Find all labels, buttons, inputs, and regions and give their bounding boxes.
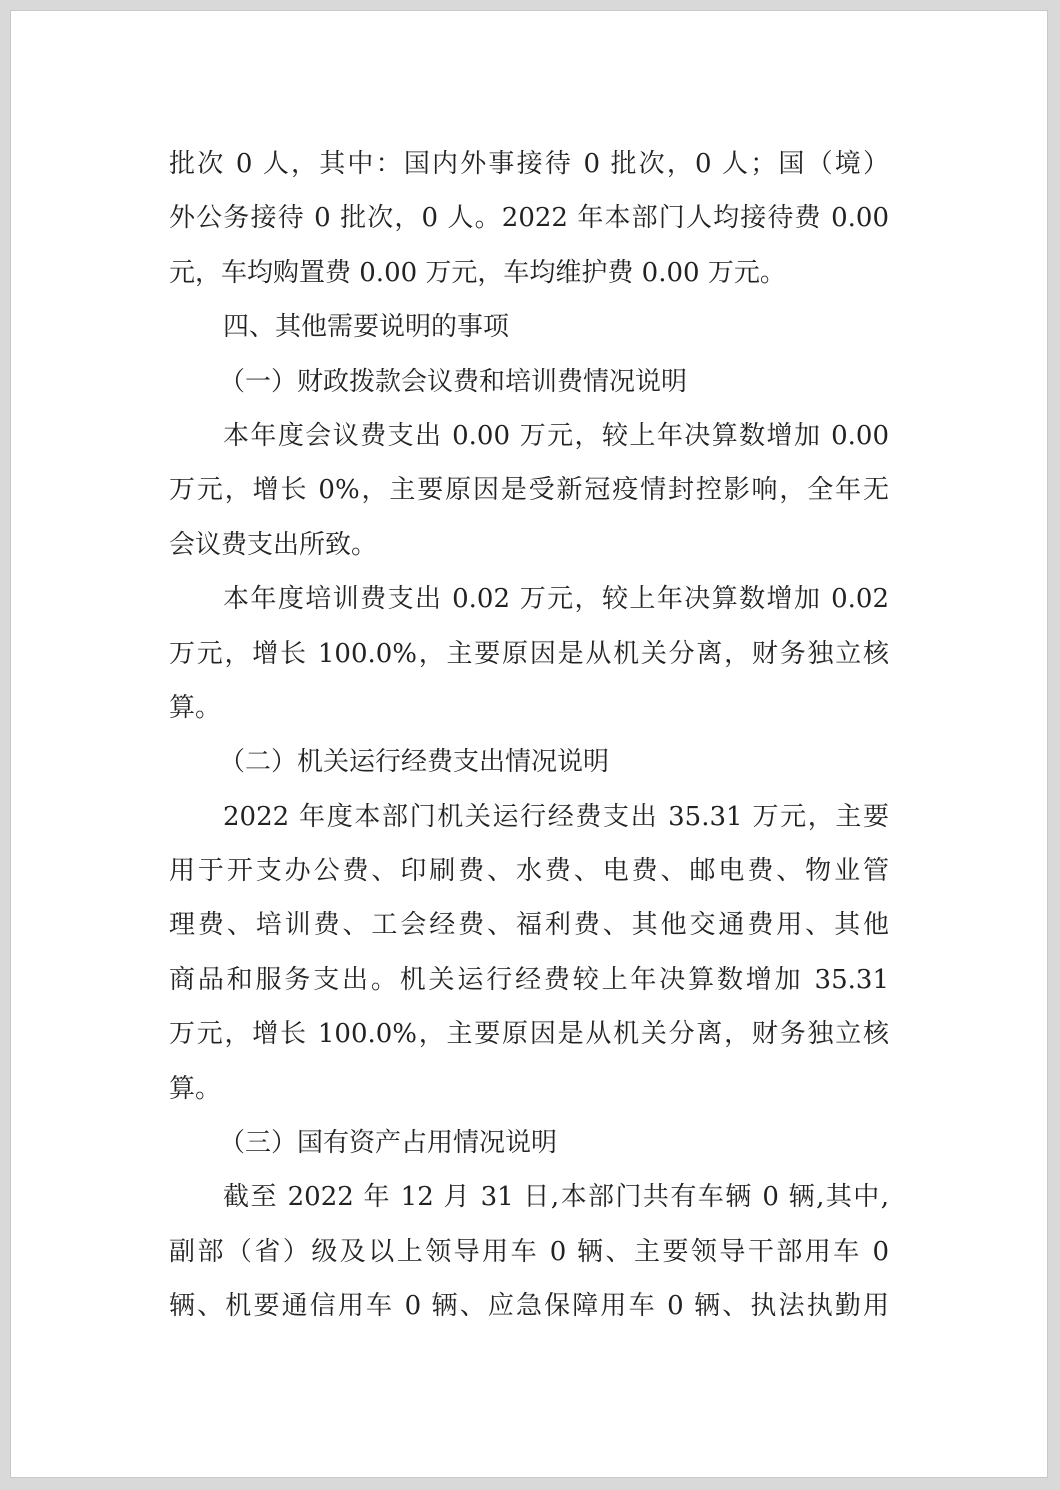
body-line: 理费、培训费、工会经费、福利费、其他交通费用、其他 xyxy=(169,910,889,941)
body-line: 截至 2022 年 12 月 31 日,本部门共有车辆 0 辆,其中, xyxy=(223,1182,889,1213)
document-page xyxy=(10,10,1048,1478)
body-line: 辆、机要通信用车 0 辆、应急保障用车 0 辆、执法执勤用 xyxy=(169,1291,889,1322)
subsection-heading: （一）财政拨款会议费和培训费情况说明 xyxy=(219,366,688,397)
body-line: 会议费支出所致。 xyxy=(169,529,378,560)
body-line: 批次 0 人，其中：国内外事接待 0 批次，0 人；国（境） xyxy=(169,149,889,179)
subsection-heading: （三）国有资产占用情况说明 xyxy=(219,1128,558,1159)
body-line: 万元，增长 100.0%，主要原因是从机关分离，财务独立核 xyxy=(169,638,889,669)
body-line: 本年度会议费支出 0.00 万元，较上年决算数增加 0.00 xyxy=(223,420,889,451)
body-line: 算。 xyxy=(169,1073,222,1104)
subsection-heading: （二）机关运行经费支出情况说明 xyxy=(219,747,610,778)
document-body xyxy=(169,137,889,1334)
section-heading: 四、其他需要说明的事项 xyxy=(223,312,510,343)
body-line: 算。 xyxy=(169,692,222,723)
body-line: 副部（省）级及以上领导用车 0 辆、主要领导干部用车 0 xyxy=(169,1236,889,1267)
body-line: 2022 年度本部门机关运行经费支出 35.31 万元，主要 xyxy=(223,801,889,832)
body-line: 商品和服务支出。机关运行经费较上年决算数增加 35.31 xyxy=(169,964,889,995)
body-line: 元，车均购置费 0.00 万元，车均维护费 0.00 万元。 xyxy=(169,257,786,288)
body-line: 本年度培训费支出 0.02 万元，较上年决算数增加 0.02 xyxy=(223,584,889,615)
body-line: 万元，增长 0%，主要原因是受新冠疫情封控影响，全年无 xyxy=(169,475,889,506)
body-line: 万元，增长 100.0%，主要原因是从机关分离，财务独立核 xyxy=(169,1019,889,1050)
body-line: 用于开支办公费、印刷费、水费、电费、邮电费、物业管 xyxy=(169,856,889,887)
body-line: 外公务接待 0 批次，0 人。2022 年本部门人均接待费 0.00 xyxy=(169,203,889,234)
